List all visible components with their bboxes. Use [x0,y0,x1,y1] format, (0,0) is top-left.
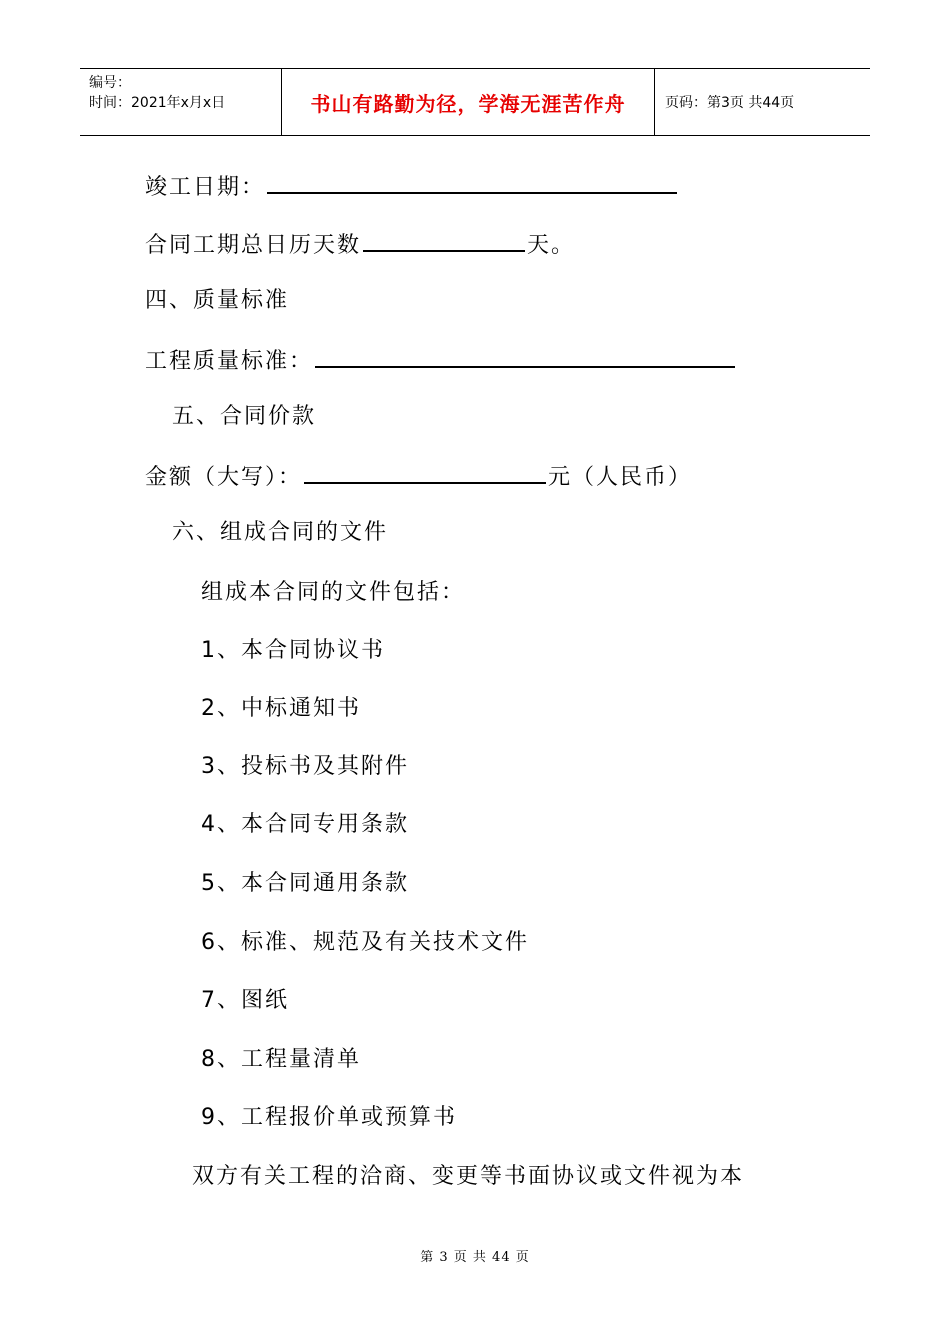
document-date-label: 时间：2021年x月x日 [89,95,226,111]
completion-date-line [145,170,679,200]
doc-item: 3、投标书及其附件 [201,754,409,779]
doc-item: 8、工程量清单 [201,1047,361,1072]
amount-unit: 元（人民币） [548,465,693,490]
doc-item: 5、本合同通用条款 [201,871,409,896]
quality-standard-line [145,344,737,374]
total-days-unit: 天。 [527,233,576,258]
closing-paragraph: 双方有关工程的洽商、变更等书面协议或文件视为本 [192,1164,745,1189]
doc-item: 7、图纸 [201,988,289,1013]
header-meta [80,69,282,135]
quality-standard-blank [315,344,735,368]
section-quality-title: 四、质量标准 [145,288,290,313]
doc-item: 6、标准、规范及有关技术文件 [201,930,529,955]
header-page-cell [655,69,870,135]
section-price-title: 五、合同价款 [172,404,317,429]
section-documents-title: 六、组成合同的文件 [172,520,389,545]
amount-label: 金额（大写）： [145,465,303,490]
quality-standard-label: 工程质量标准： [145,349,314,374]
completion-date-label: 竣工日期： [145,175,266,200]
header-motto: 书山有路勤为径，学海无涯苦作舟 [310,91,626,116]
doc-item: 9、工程报价单或预算书 [201,1105,457,1130]
header-page-info: 页码：第3页 共44页 [665,95,795,111]
header-motto-cell [282,69,655,135]
total-days-line [145,228,575,258]
total-days-label: 合同工期总日历天数 [145,233,362,258]
page-header [80,68,870,136]
page-footer: 第 3 页 共 44 页 [420,1250,530,1265]
amount-blank [304,460,546,484]
total-days-blank [363,228,525,252]
document-number-label: 编号： [89,75,131,91]
documents-intro: 组成本合同的文件包括： [201,580,466,605]
doc-item: 2、中标通知书 [201,696,361,721]
doc-item: 1、本合同协议书 [201,638,385,663]
doc-item: 4、本合同专用条款 [201,812,409,837]
amount-line [145,460,692,490]
completion-date-blank [267,170,677,194]
